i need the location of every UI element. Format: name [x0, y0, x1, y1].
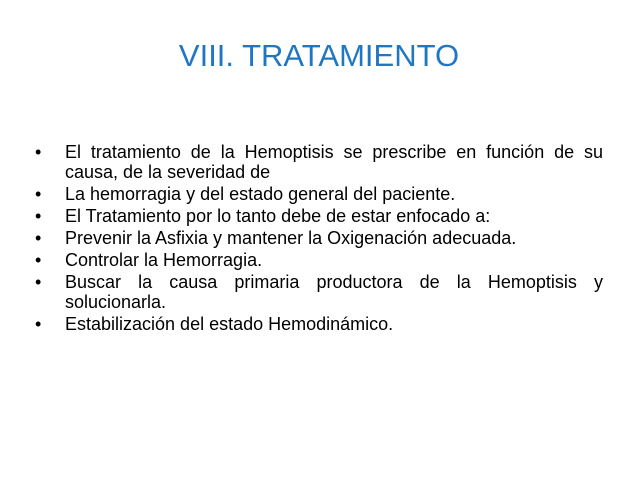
- bullet-icon: •: [35, 228, 42, 248]
- bullet-text: Estabilización del estado Hemodinámico.: [65, 314, 394, 334]
- bullet-list: [35, 142, 603, 336]
- bullet-item: [35, 272, 603, 312]
- bullet-text: Buscar la causa primaria productora de la Hemoptisis y solucionarla.: [65, 272, 603, 312]
- bullet-item: [35, 184, 603, 204]
- bullet-item: [35, 206, 603, 226]
- bullet-icon: •: [35, 184, 42, 204]
- bullet-icon: •: [35, 272, 42, 292]
- bullet-item: [35, 250, 603, 270]
- bullet-item: [35, 314, 603, 334]
- slide-title: VIII. TRATAMIENTO: [178, 38, 460, 73]
- bullet-icon: •: [35, 250, 42, 270]
- bullet-icon: •: [35, 314, 42, 334]
- bullet-icon: •: [35, 206, 42, 226]
- bullet-text: La hemorragia y del estado general del paciente.: [65, 184, 456, 204]
- bullet-text: El Tratamiento por lo tanto debe de estar enfocado a:: [65, 206, 491, 226]
- bullet-text: Prevenir la Asfixia y mantener la Oxigenación adecuada.: [65, 228, 517, 248]
- bullet-text: El tratamiento de la Hemoptisis se prescribe en función de su causa, de la severidad de: [65, 142, 603, 182]
- bullet-icon: •: [35, 142, 42, 162]
- bullet-item: [35, 228, 603, 248]
- bullet-text: Controlar la Hemorragia.: [65, 250, 263, 270]
- bullet-item: [35, 142, 603, 182]
